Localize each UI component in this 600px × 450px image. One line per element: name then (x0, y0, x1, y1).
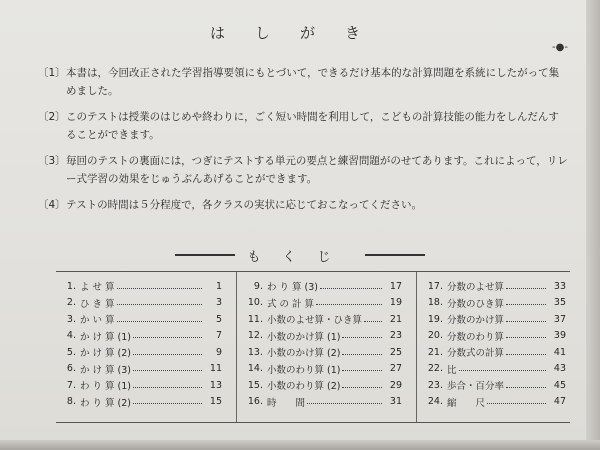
toc-entry-title: ひ き 算 (80, 298, 115, 310)
toc-entry (237, 328, 406, 345)
toc-entry-number: 23. (427, 379, 443, 391)
preface-paragraph-1 (38, 64, 568, 100)
toc-entry (56, 344, 226, 361)
toc-entry-page: 27 (389, 363, 402, 375)
toc-leader-dots (133, 337, 202, 338)
toc-leader-dots (342, 387, 382, 388)
toc-leader-dots (459, 370, 546, 371)
toc-entry-title: か い 算 (80, 315, 115, 327)
toc-entry (56, 311, 226, 328)
page-number-mark: -●- (552, 42, 568, 53)
toc-entry-number: 22. (427, 363, 443, 375)
paragraph-number: 〔4〕 (38, 199, 66, 211)
toc-leader-dots (342, 354, 382, 355)
toc-entry (237, 278, 406, 295)
toc-entry-number: 15. (247, 379, 263, 391)
toc-entry (56, 361, 226, 378)
toc-entry-page: 35 (553, 297, 566, 309)
toc-entry-number: 13. (247, 346, 263, 358)
toc-entry-title: 分数のひき算 (447, 298, 505, 310)
toc-entry (56, 377, 226, 394)
toc-entry-number: 19. (427, 313, 443, 325)
toc-entry-page: 3 (215, 297, 222, 309)
toc-entry-number: 17. (427, 280, 443, 292)
toc-leader-dots (133, 370, 202, 371)
toc-entry-page: 39 (553, 330, 566, 342)
toc-entry-number: 7. (66, 379, 76, 391)
toc-entry-page: 37 (553, 313, 566, 325)
toc-entry-title: か け 算 (3) (80, 364, 132, 376)
toc-entry-title: か け 算 (2) (80, 348, 132, 360)
toc-entry (417, 311, 570, 328)
toc-entry-title: 縮 尺 (447, 397, 486, 409)
toc-entry-page: 45 (553, 379, 566, 391)
preface-paragraph-3 (38, 152, 568, 188)
toc-column-3 (416, 272, 570, 422)
toc-entry-page: 7 (215, 330, 222, 342)
toc-entry-title: よ せ 算 (80, 282, 115, 294)
toc-entry-page: 11 (209, 363, 222, 375)
toc-entry-number: 11. (247, 313, 263, 325)
toc-entry-title: 比 (447, 364, 457, 376)
toc-leader-dots (364, 321, 382, 322)
toc-entry (417, 394, 570, 411)
toc-entry (56, 394, 226, 411)
toc-leader-dots (506, 304, 546, 305)
toc-entry (56, 328, 226, 345)
preface-paragraph-2 (38, 108, 568, 144)
toc-entry-page: 29 (389, 379, 402, 391)
toc-entry (417, 278, 570, 295)
toc-entry-page: 41 (553, 346, 566, 358)
toc-entry-title: か け 算 (1) (80, 331, 132, 343)
toc-entry (237, 377, 406, 394)
toc-leader-dots (342, 337, 382, 338)
toc-entry (417, 377, 570, 394)
toc-entry-page: 5 (215, 313, 222, 325)
paragraph-text: 毎回のテストの裏面には，つぎにテストする単元の要点と練習問題がのせてあります。これによって，リレー式学習の効果をじゅうぶんあげることができます。 (66, 155, 568, 185)
toc-entry-title: わ り 算 (1) (80, 381, 132, 393)
toc-entry-number: 12. (247, 330, 263, 342)
toc-entry-number: 3. (66, 313, 76, 325)
toc-entry-page: 21 (389, 313, 402, 325)
toc-entry-page: 15 (209, 396, 222, 408)
toc-entry-title: 分数のよせ算 (447, 282, 505, 294)
toc-entry-title: わ り 算 (3) (267, 282, 319, 294)
toc-entry-page: 47 (553, 396, 566, 408)
toc-entry (56, 278, 226, 295)
toc-leader-dots (506, 337, 546, 338)
toc-entry-number: 5. (66, 346, 76, 358)
toc-entry-title: 時 間 (267, 397, 306, 409)
toc-entry-number: 8. (66, 396, 76, 408)
paragraph-text: テストの時間は５分程度で，各クラスの実状に応じておこなってください。 (66, 199, 423, 211)
toc-entry-number: 10. (247, 297, 263, 309)
toc-entry-page: 33 (553, 280, 566, 292)
paragraph-number: 〔3〕 (38, 155, 66, 167)
preface-paragraph-4 (38, 196, 568, 214)
toc-entry-title: 式 の 計 算 (267, 298, 315, 310)
toc-leader-dots (487, 403, 546, 404)
toc-entry-number: 2. (66, 297, 76, 309)
toc-entry (56, 295, 226, 312)
toc-leader-dots (307, 403, 382, 404)
toc-entry-page: 23 (389, 330, 402, 342)
toc-entry-number: 9. (253, 280, 263, 292)
toc-leader-dots (133, 403, 202, 404)
toc-entry-title: 分数のかけ算 (447, 315, 505, 327)
toc-entry-number: 1. (66, 280, 76, 292)
paragraph-number: 〔1〕 (38, 67, 66, 79)
toc-heading-rule-right (365, 254, 425, 256)
page-edge (586, 0, 600, 450)
toc-entry-page: 1 (215, 280, 222, 292)
toc-entry (237, 361, 406, 378)
toc-entry-page: 9 (215, 346, 222, 358)
page-title: はしがき (209, 24, 390, 42)
toc-entry-page: 19 (389, 297, 402, 309)
toc-entry (417, 295, 570, 312)
toc-leader-dots (506, 354, 546, 355)
toc-leader-dots (342, 370, 382, 371)
toc-entry-number: 14. (247, 363, 263, 375)
toc-entry (417, 361, 570, 378)
toc-entry-page: 31 (389, 396, 402, 408)
toc-entry-number: 4. (66, 330, 76, 342)
toc-entry-number: 21. (427, 346, 443, 358)
toc-entry-page: 43 (553, 363, 566, 375)
toc-entry-page: 13 (209, 379, 222, 391)
toc-entry-title: 分数のわり算 (447, 331, 505, 343)
toc-entry (417, 328, 570, 345)
toc-entry-number: 20. (427, 330, 443, 342)
toc-heading-rule-left (175, 254, 235, 256)
toc-leader-dots (320, 288, 382, 289)
toc-entry-page: 25 (389, 346, 402, 358)
table-of-contents (56, 271, 570, 423)
paragraph-text: 本書は，今回改正された学習指導要領にもとづいて，できるだけ基本的な計算問題を系統にしたがって集めました。 (66, 67, 560, 97)
toc-entry-title: 分数式の計算 (447, 348, 505, 360)
preface-paragraphs (38, 64, 568, 222)
toc-entry-title: 小数のかけ算 (2) (267, 348, 341, 360)
toc-heading-label: もくじ (247, 250, 353, 265)
toc-leader-dots (133, 354, 202, 355)
toc-leader-dots (117, 321, 202, 322)
paragraph-text: このテストは授業のはじめや終わりに，ごく短い時間を利用して，こどもの計算技能の能力をしんだんすることができます。 (66, 111, 559, 141)
toc-entry (237, 394, 406, 411)
toc-entry-title: 小数のよせ算・ひき算 (267, 315, 363, 327)
toc-leader-dots (316, 304, 382, 305)
toc-leader-dots (506, 321, 546, 322)
toc-entry-number: 6. (66, 363, 76, 375)
toc-leader-dots (506, 387, 546, 388)
toc-entry-title: 歩合・百分率 (447, 381, 505, 393)
toc-entry-number: 16. (247, 396, 263, 408)
toc-entry-number: 18. (427, 297, 443, 309)
paragraph-number: 〔2〕 (38, 111, 66, 123)
toc-leader-dots (117, 288, 202, 289)
toc-column-1 (56, 272, 226, 422)
toc-entry-title: 小数のわり算 (2) (267, 381, 341, 393)
toc-entry (237, 311, 406, 328)
page-bottom-edge (0, 440, 600, 450)
toc-entry-title: 小数のかけ算 (1) (267, 331, 341, 343)
toc-entry-title: 小数のわり算 (1) (267, 364, 341, 376)
toc-entry-number: 24. (427, 396, 443, 408)
toc-entry (237, 295, 406, 312)
toc-heading (175, 244, 425, 264)
toc-leader-dots (506, 288, 546, 289)
toc-entry-page: 17 (389, 280, 402, 292)
toc-entry-title: わ り 算 (2) (80, 397, 132, 409)
toc-entry (237, 344, 406, 361)
toc-leader-dots (133, 387, 202, 388)
toc-leader-dots (117, 304, 202, 305)
toc-column-2 (236, 272, 406, 422)
toc-entry (417, 344, 570, 361)
